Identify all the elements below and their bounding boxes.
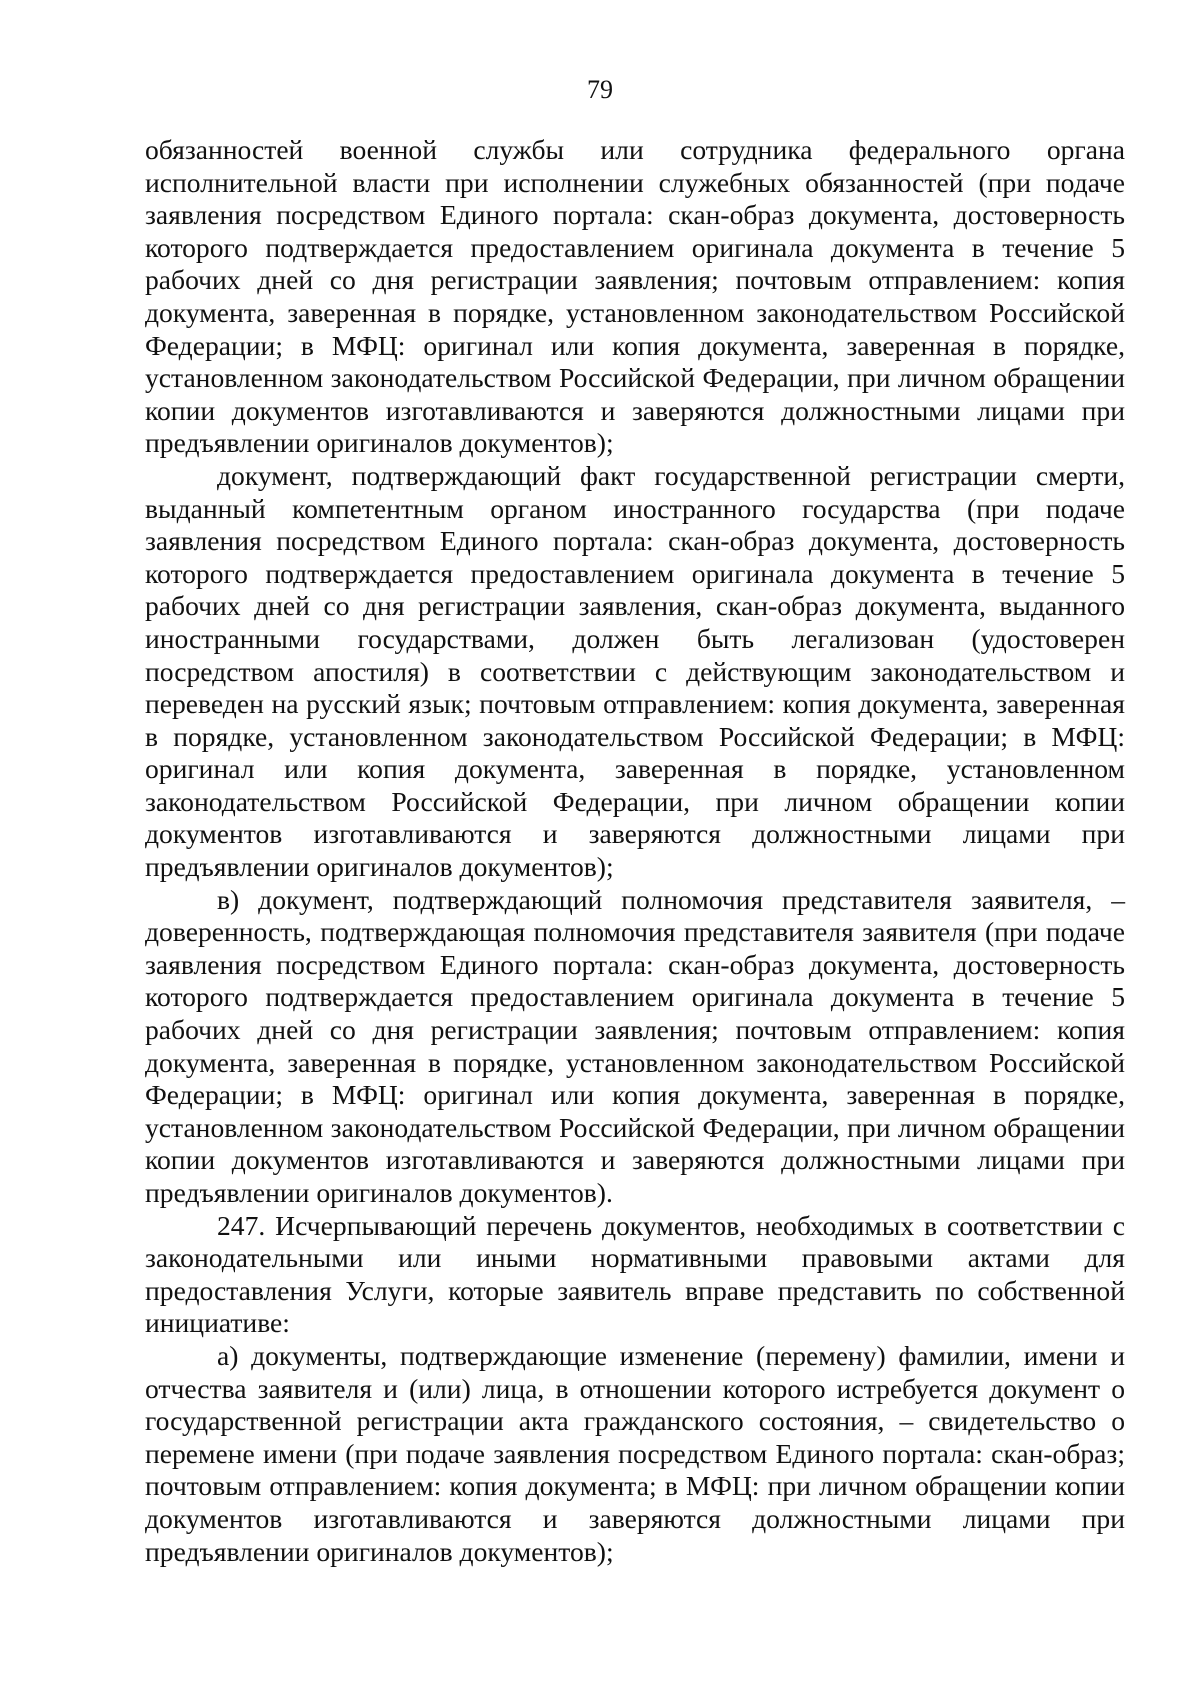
paragraph-foreign-death-registration: документ, подтверждающий факт государственной регистрации смерти, выданный компетентным органом иностранного государства (при подаче заявления посредством Единого портала: скан-образ документа, достоверность которого подтверждается предоставлением оригинала документа в течение 5 рабочих дней со дня регистрации заявления, скан-образ документа, выданного иностранными государствами, должен быть легализован (удостоверен посредством апостиля) в соответствии с действующим законодательством и переведен на русский язык; почтовым отправлением: копия документа, заверенная в порядке, установленном законодательством Российской Федерации; в МФЦ: оригинал или копия документа, заверенная в порядке, установленном законодательством Российской Федерации, при личном обращении копии документов изготавливаются и заверяются должностными лицами при предъявлении оригиналов документов);: [145, 459, 1125, 883]
document-body: [145, 134, 1125, 1568]
paragraph-name-change-documents: а) документы, подтверждающие изменение (перемену) фамилии, имени и отчества заявителя и (или) лица, в отношении которого истребуется документ о государственной регистрации акта гражданского состояния, – свидетельство о перемене имени (при подаче заявления посредством Единого портала: скан-образ; почтовым отправлением: копия документа; в МФЦ: при личном обращении копии документов изготавливаются и заверяются должностными лицами при предъявлении оригиналов документов);: [145, 1339, 1125, 1567]
page-number: 79: [587, 75, 613, 104]
paragraph-representative-authority: в) документ, подтверждающий полномочия представителя заявителя, – доверенность, подтверждающая полномочия представителя заявителя (при подаче заявления посредством Единого портала: скан-образ документа, достоверность которого подтверждается предоставлением оригинала документа в течение 5 рабочих дней со дня регистрации заявления; почтовым отправлением: копия документа, заверенная в порядке, установленном законодательством Российской Федерации; в МФЦ: оригинал или копия документа, заверенная в порядке, установленном законодательством Российской Федерации, при личном обращении копии документов изготавливаются и заверяются должностными лицами при предъявлении оригиналов документов).: [145, 883, 1125, 1208]
paragraph-military-service-document: обязанностей военной службы или сотрудника федерального органа исполнительной власти при исполнении служебных обязанностей (при подаче заявления посредством Единого портала: скан-образ документа, достоверность которого подтверждается предоставлением оригинала документа в течение 5 рабочих дней со дня регистрации заявления; почтовым отправлением: копия документа, заверенная в порядке, установленном законодательством Российской Федерации; в МФЦ: оригинал или копия документа, заверенная в порядке, установленном законодательством Российской Федерации, при личном обращении копии документов изготавливаются и заверяются должностными лицами при предъявлении оригиналов документов);: [145, 134, 1125, 459]
paragraph-247-document-list: 247. Исчерпывающий перечень документов, необходимых в соответствии с законодательными или иными нормативными правовыми актами для предоставления Услуги, которые заявитель вправе представить по собственной инициативе:: [145, 1209, 1125, 1339]
